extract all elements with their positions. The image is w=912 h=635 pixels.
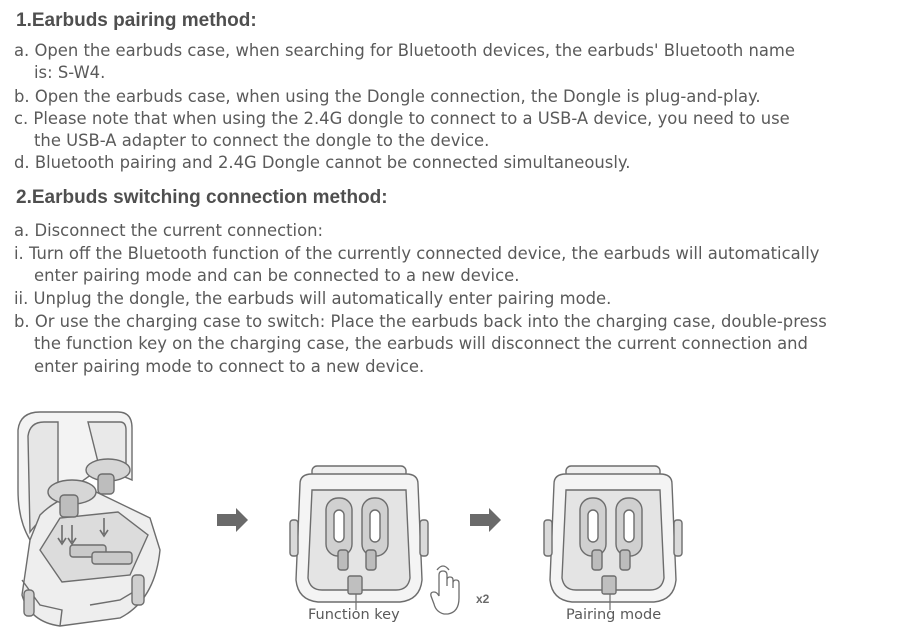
pairing-step-a-continued: is: S-W4.	[34, 63, 106, 82]
press-count-label: x2	[476, 592, 490, 606]
pairing-step-a: a. Open the earbuds case, when searching for Bluetooth devices, the earbuds' Bluetooth name	[14, 41, 795, 60]
arrow-right-icon	[470, 508, 501, 532]
arrow-right-icon	[217, 508, 248, 532]
function-key-caption: Function key	[308, 607, 400, 623]
switching-step-b-continued-2: enter pairing mode to connect to a new device.	[34, 357, 425, 376]
switching-step-b: b. Or use the charging case to switch: Place the earbuds back into the charging case, double-press	[14, 312, 827, 331]
case-pairing-mode-illustration	[544, 466, 682, 610]
illustration-strip	[0, 400, 912, 631]
section-2-heading: 2.Earbuds switching connection method:	[16, 187, 388, 208]
open-case-illustration	[18, 412, 160, 626]
pairing-step-c-continued: the USB-A adapter to connect the dongle to the device.	[34, 131, 490, 150]
section-1-heading: 1.Earbuds pairing method:	[16, 10, 257, 31]
case-function-key-illustration	[290, 466, 428, 610]
switching-step-ii: ii. Unplug the dongle, the earbuds will automatically enter pairing mode.	[14, 289, 612, 308]
pairing-step-b: b. Open the earbuds case, when using the Dongle connection, the Dongle is plug-and-play.	[14, 87, 761, 106]
pairing-mode-caption: Pairing mode	[566, 607, 662, 623]
pairing-step-c: c. Please note that when using the 2.4G dongle to connect to a USB-A device, you need to use	[14, 109, 790, 128]
finger-tap-icon	[431, 566, 459, 614]
switching-step-i-continued: enter pairing mode and can be connected to a new device.	[34, 266, 520, 285]
switching-step-a: a. Disconnect the current connection:	[14, 221, 324, 240]
switching-step-i: i. Turn off the Bluetooth function of the currently connected device, the earbuds will automatically	[14, 244, 820, 263]
switching-step-b-continued-1: the function key on the charging case, the earbuds will disconnect the current connection and	[34, 334, 808, 353]
pairing-step-d: d. Bluetooth pairing and 2.4G Dongle cannot be connected simultaneously.	[14, 153, 631, 172]
illustration-svg	[0, 400, 912, 631]
